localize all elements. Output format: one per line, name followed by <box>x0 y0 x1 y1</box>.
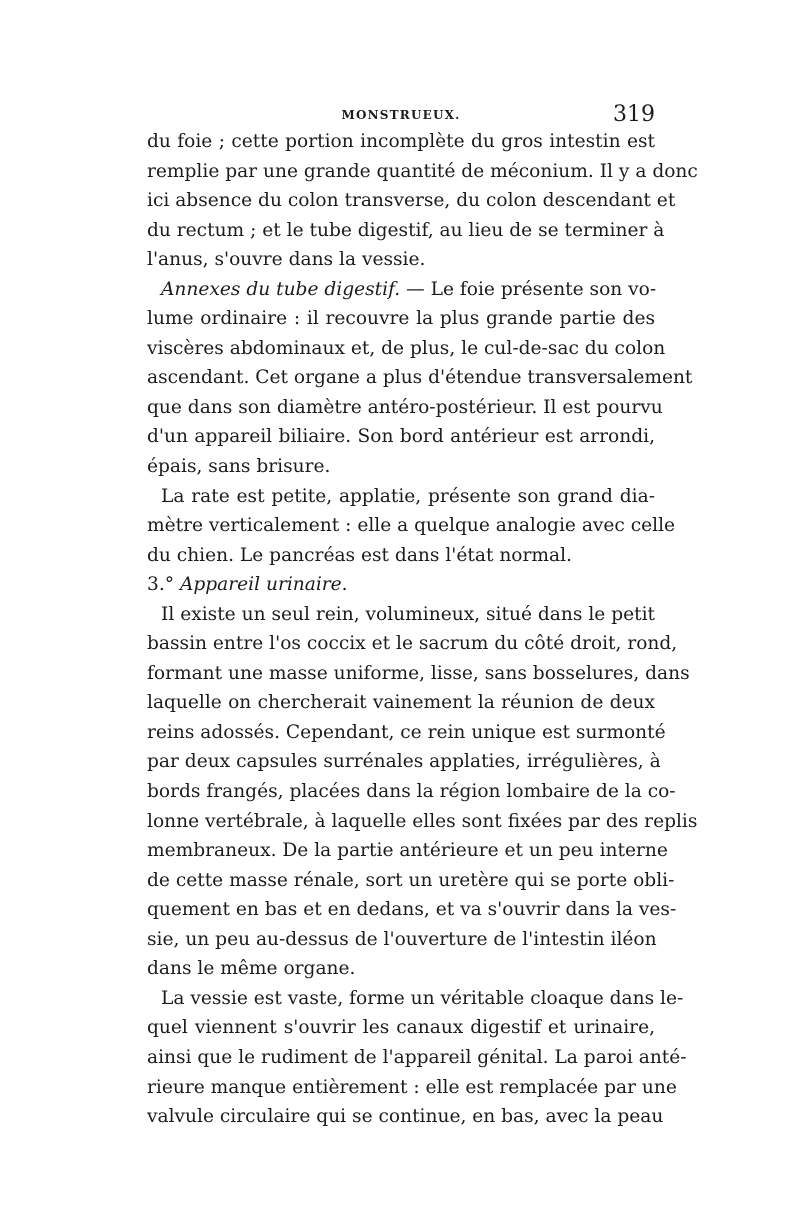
text-line-11: d'un appareil biliaire. Son bord antérieur est arrondi, <box>147 426 655 448</box>
text-line-18: bassin entre l'os coccix et le sacrum du côté droit, rond, <box>147 633 678 655</box>
body-text <box>147 127 698 1132</box>
text-line-16 <box>147 570 655 600</box>
text-line-23: bords frangés, placées dans la région lombaire de la co- <box>147 781 676 803</box>
section-number: 3.° <box>147 574 180 596</box>
text-line-27: quement en bas et en dedans, et va s'ouvrir dans la ves- <box>147 899 677 921</box>
section-heading-annexes: Annexes du tube digestif. <box>161 278 401 300</box>
text-line-12: épais, sans brisure. <box>147 456 331 478</box>
text-line-22: par deux capsules surrénales applaties, irrégulières, à <box>147 751 661 773</box>
text-line-31: quel viennent s'ouvrir les canaux digestif et urinaire, <box>147 1017 655 1039</box>
text-line-3: ici absence du colon transverse, du colon descendant et <box>147 190 676 212</box>
text-line-7: lume ordinaire : il recouvre la plus grande partie des <box>147 308 655 330</box>
text-line-13: La rate est petite, applatie, présente son grand dia- <box>161 485 655 507</box>
running-title: MONSTRUEUX. <box>341 108 461 122</box>
text-line-6: Annexes du tube digestif. — Le foie présente son vo- <box>161 278 657 300</box>
text-line-20: laquelle on chercherait vainement la réunion de deux <box>147 692 655 714</box>
text-line-1: du foie ; cette portion incomplète du gros intestin est <box>147 131 655 152</box>
text-line-25: membraneux. De la partie antérieure et un peu interne <box>147 840 668 862</box>
text-line-21: reins adossés. Cependant, ce rein unique est surmonté <box>147 721 666 743</box>
text-line-28: sie, un peu au-dessus de l'ouverture de l'intestin iléon <box>147 928 657 950</box>
text-line-17: Il existe un seul rein, volumineux, situé dans le petit <box>161 603 655 625</box>
text-line-19: formant une masse uniforme, lisse, sans bosselures, dans <box>147 662 690 684</box>
text-line-2: remplie par une grande quantité de méconium. Il y a donc <box>147 160 698 182</box>
section-heading-urinaire: Appareil urinaire. <box>179 574 348 596</box>
page-number: 319 <box>613 102 655 127</box>
text-line-5: l'anus, s'ouvre dans la vessie. <box>147 249 426 271</box>
text-line-9: ascendant. Cet organe a plus d'étendue transversalement <box>147 367 693 389</box>
text-line-30: La vessie est vaste, forme un véritable cloaque dans le- <box>161 987 684 1009</box>
text-line-15: du chien. Le pancréas est dans l'état normal. <box>147 544 572 566</box>
text-line-29: dans le même organe. <box>147 958 356 980</box>
text-line-10: que dans son diamètre antéro-postérieur. Il est pourvu <box>147 396 663 418</box>
text-line-14: mètre verticalement : elle a quelque analogie avec celle <box>147 515 676 537</box>
text-line-8: viscères abdominaux et, de plus, le cul-de-sac du colon <box>147 337 666 359</box>
page-header <box>147 100 655 130</box>
text-line-26: de cette masse rénale, sort un uretère qui se porte obli- <box>147 869 675 891</box>
text-line-4: du rectum ; et le tube digestif, au lieu de se terminer à <box>147 219 665 241</box>
text-line-34: valvule circulaire qui se continue, en bas, avec la peau <box>147 1106 664 1128</box>
text-line-24: lonne vertébrale, à laquelle elles sont fixées par des replis <box>147 810 698 832</box>
text-line-33: rieure manque entièrement : elle est remplacée par une <box>147 1076 677 1098</box>
text-line-32: ainsi que le rudiment de l'appareil génital. La paroi anté- <box>147 1046 687 1068</box>
